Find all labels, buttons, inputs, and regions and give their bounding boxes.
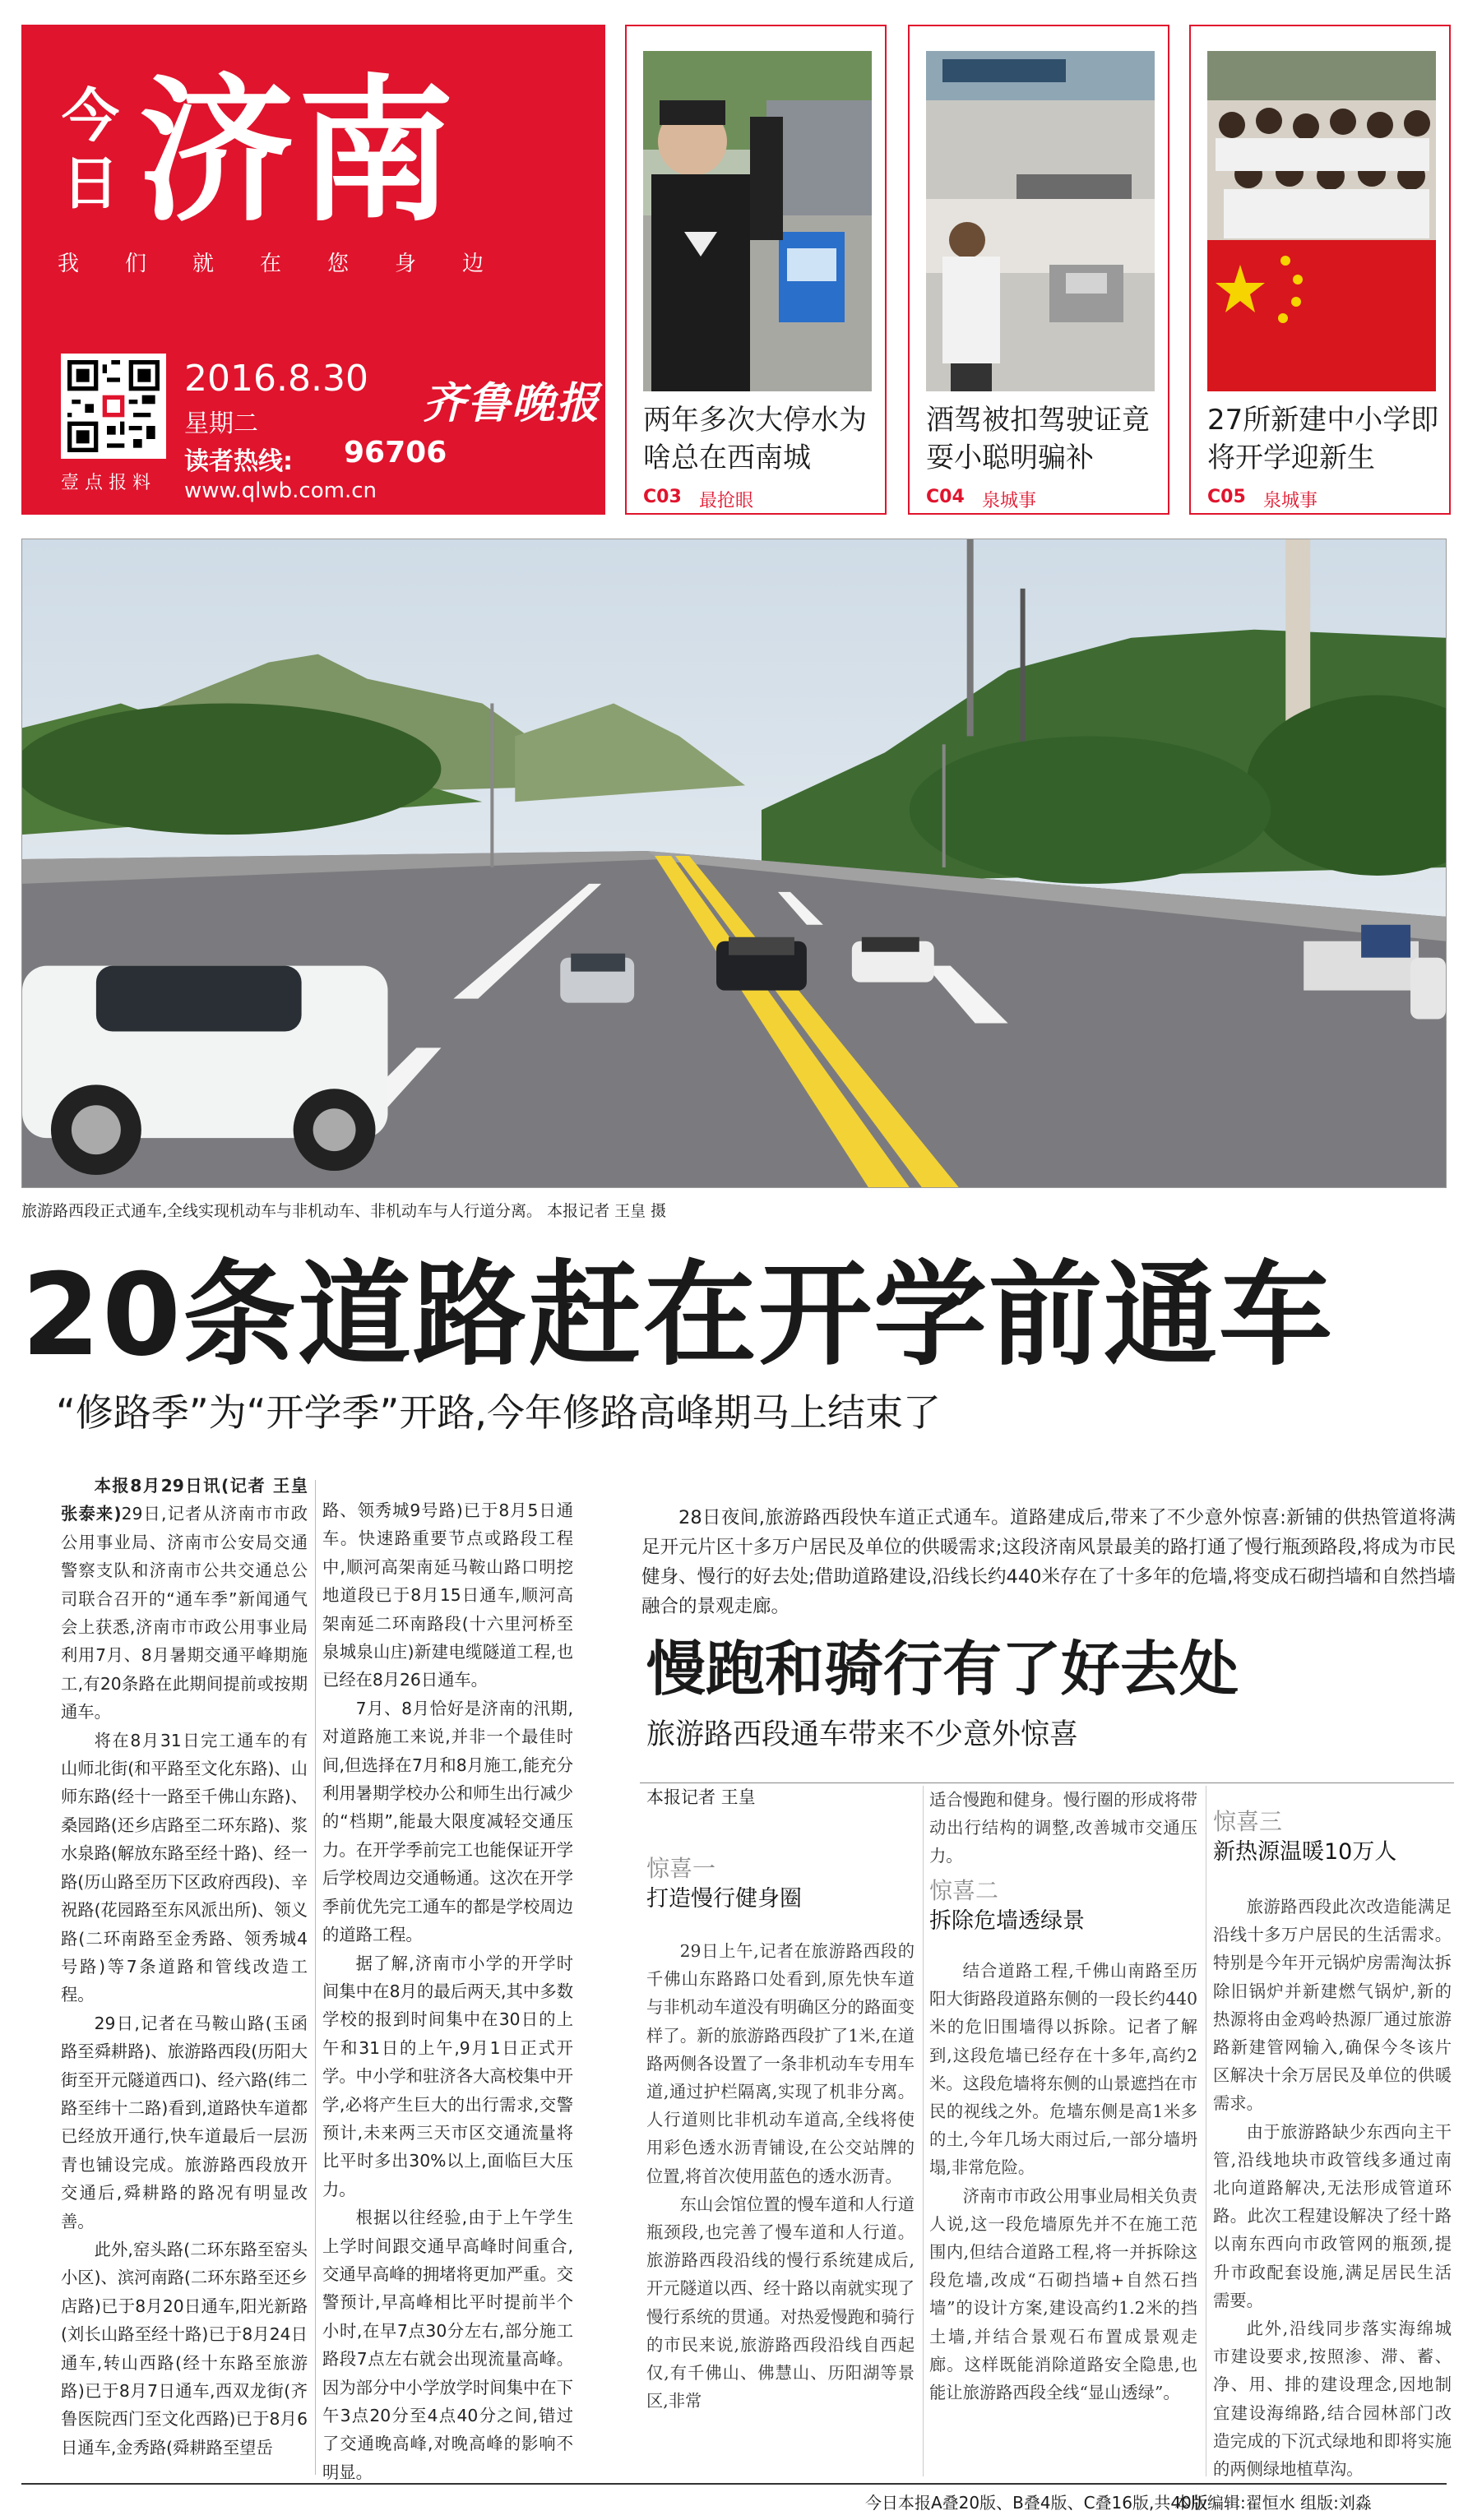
main-headline: 20条道路赶在开学前通车	[21, 1249, 1335, 1381]
section-title: 打造慢行健身圈	[646, 1886, 802, 1912]
sidebar-column-1	[646, 1937, 915, 2415]
section-title: 拆除危墙透绿景	[929, 1908, 1085, 1934]
parent-paper-logo: 齐鲁晚报	[423, 378, 601, 428]
teaser-section: 泉城事	[1263, 491, 1318, 511]
sidebar-column-2	[929, 1957, 1197, 2407]
teaser-photo-office	[926, 51, 1155, 391]
sidebar-headline: 慢跑和骑行有了好去处	[646, 1635, 1239, 1704]
section-title: 新热源温暖10万人	[1213, 1839, 1397, 1865]
teaser-photo-students	[1207, 51, 1436, 391]
sidebar-paragraph: 济南市市政公用事业局相关负责人说,这一段危墙原先并不在施工范围内,但结合道路工程,将一并拆除这段危墙,改成“石砌挡墙+自然石挡墙”的设计方案,建设高约1.2米的挡土墙,并结合景观石布置成景观走廊。这样既能消除道路安全隐患,也能让旅游路西段全线“显山透绿”。	[929, 2185, 1197, 2403]
sidebar-paragraph: 东山会馆位置的慢车道和人行道瓶颈段,也完善了慢车道和人行道。旅游路西段沿线的慢行系统建成后,开元隧道以西、经十路以南就实现了慢行系统的贯通。对热爱慢跑和骑行的市民来说,旅游路西段沿线自西起仅,有千佛山、佛慧山、历阳湖等景区,非常	[646, 2194, 915, 2411]
sidebar-subhead: 旅游路西段通车带来不少意外惊喜	[646, 1718, 1079, 1751]
article-paragraph: 7月、8月恰好是济南的汛期,对道路施工来说,并非一个最佳时间,但选择在7月和8月施工,能充分利用暑期学校办公和师生出行减少的“档期”,能最大限度减轻交通压力。在开学季前完工也能保证开学后学校周边交通畅通。这次在开学季前优先完工通车的都是学校周边的道路工程。	[322, 1698, 573, 1945]
article-paragraph: 据了解,济南市小学的开学时间集中在8月的最后两天,其中多数学校的报到时间集中在30日的上午和31日的上午,9月1日正式开学。中小学和驻济各大高校集中开学,必将产生巨大的出行需求,交警预计,未来两三天市区交通流量将比平时多出30%以上,面临巨大压力。	[322, 1953, 573, 2199]
sidebar-paragraph: 适合慢跑和健身。慢行圈的形成将带动出行结构的调整,改善城市交通压力。	[929, 1790, 1197, 1866]
teaser-card[interactable]	[625, 25, 887, 515]
qr-code-graphic	[67, 360, 160, 452]
article-paragraph: 根据以往经验,由于上午学生上学时间跟交通早高峰时间重合,交通早高峰的拥堵将更加严重。交警预计,早高峰相比平时提前半个小时,在早7点30分左右,部分施工路段7点左右就会出现流量高峰。因为部分中小学放学时间集中在下午3点20分至4点40分之间,错过了交通晚高峰,对晚高峰的影响不明显。	[322, 2208, 573, 2482]
article-paragraph: 29日,记者在马鞍山路(玉函路至舜耕路)、旅游路西段(历阳大街至开元隧道西口)、经六路(纬二路至纬十二路)看到,道路快车道都已经放开通行,快车道最后一层沥青也铺设完成。旅游路西段放开交通后,舜耕路的路况有明显改善。	[61, 2013, 308, 2231]
article-paragraph	[61, 1472, 308, 1727]
footer-rule	[21, 2483, 1447, 2485]
sidebar-column-3	[1213, 1893, 1452, 2483]
teaser-title: 27所新建中小学即将开学迎新生	[1207, 404, 1439, 474]
slogan: 我们就在您身边	[58, 252, 530, 276]
section-kicker: 惊喜二	[929, 1877, 999, 1904]
column-divider	[315, 1480, 316, 2475]
teaser-section: 最抢眼	[699, 491, 754, 511]
article-column-2	[322, 1496, 573, 2486]
teaser-page-number: C05	[1207, 487, 1246, 507]
photo-caption: 旅游路西段正式通车,全线实现机动车与非机动车、非机动车与人行道分离。 本报记者 王皇 摄	[21, 1202, 667, 1220]
sidebar-paragraph: 由于旅游路缺少东西向主干管,沿线地块市政管线多通过南北向道路解决,无法形成管道环路。此次工程建设解决了经十路以南东西向市政管网的瓶颈,提升市政配套设施,满足居民生活需要。	[1213, 2121, 1452, 2310]
sidebar-column-2-top	[929, 1786, 1197, 1870]
teaser-card[interactable]	[908, 25, 1169, 515]
teaser-page-number: C04	[926, 487, 965, 507]
logo-small-text: 今日	[62, 82, 119, 217]
column-divider	[923, 1786, 924, 2476]
section-kicker: 惊喜三	[1213, 1808, 1283, 1835]
article-paragraph: 将在8月31日完工通车的有山师北街(和平路至文化东路)、山师东路(经十一路至千佛山东路)、桑园路(还乡店路至二环东路)、浆水泉路(解放东路至经十路)、经一路(历山路至历下区政府西段)、辛祝路(花园路至东风派出所)、领义路(二环南路至金秀路、领秀城4号路)等7条道路和管线改造工程。	[61, 1730, 308, 2005]
sidebar-paragraph: 29日上午,记者在旅游路西段的千佛山东路路口处看到,原先快车道与非机动车道没有明确区分的路面变样了。新的旅游路西段扩了1米,在道路两侧各设置了一条非机动车专用车道,通过护栏隔离,实现了机非分离。人行道则比非机动车道高,全线将使用彩色透水沥青铺设,在公交站牌的位置,将首次使用蓝色的透水沥青。	[646, 1941, 915, 2186]
article-paragraph: 此外,窑头路(二环东路至窑头小区)、滨河南路(二环东路至还乡店路)已于8月20日通车,阳光新路(刘长山路至经十路)已于8月24日通车,转山西路(经十东路至旅游路)已于8月7日通车,西双龙街(齐鲁医院西门至文化西路)已于8月6日通车,金秀路(舜耕路至望岳	[61, 2239, 308, 2458]
issue-date: 2016.8.30	[184, 358, 368, 400]
issue-weekday: 星期二	[184, 409, 258, 438]
article-column-1	[61, 1472, 308, 2462]
teaser-page-number: C03	[643, 487, 682, 507]
sidebar-byline: 本报记者 王皇	[646, 1787, 756, 1807]
footer-edition-info: 今日本报A叠20版、B叠4版、C叠16版,共40版	[865, 2493, 1208, 2513]
sidebar-paragraph: 结合道路工程,千佛山南路至历阳大街路段道路东侧的一段长约440米的危旧围墙得以拆除。记者了解到,这段危墙已经存在十多年,高约2米。这段危墙将东侧的山景遮挡在市民的视线之外。危墙东侧是高1米多的土,今年几场大雨过后,一部分墙坍塌,非常危险。	[929, 1961, 1197, 2178]
section-rule	[640, 1782, 1454, 1783]
teaser-card[interactable]	[1189, 25, 1451, 515]
masthead	[21, 25, 605, 515]
teaser-title: 两年多次大停水为啥总在西南城	[643, 404, 867, 474]
hotline-number: 96706	[344, 436, 447, 469]
teaser-section: 泉城事	[982, 491, 1037, 511]
section-header	[1213, 1807, 1396, 1868]
qr-caption: 壹点报料	[61, 473, 157, 493]
teaser-photo-water	[643, 51, 872, 391]
section-header	[929, 1876, 1085, 1937]
section-header	[646, 1854, 802, 1915]
article-paragraph: 路、领秀城9号路)已于8月5日通车。快速路重要节点或路段工程中,顺河高架南延马鞍山路口明挖地道段已于8月15日通车,顺河高架南延二环南路段(十六里河桥至泉城泉山庄)新建电缆隧道工程,也已经在8月26日通车。	[322, 1500, 573, 1690]
sidebar-paragraph: 旅游路西段此次改造能满足沿线十多万户居民的生活需求。特别是今年开元锅炉房需淘汰拆除旧锅炉并新建燃气锅炉,新的热源将由金鸡岭热源厂通过旅游路新建管网输入,确保今冬该片区解决十余万居民及单位的供暖需求。	[1213, 1897, 1452, 2114]
qr-code-icon	[61, 354, 166, 459]
website-url[interactable]: www.qlwb.com.cn	[184, 479, 377, 503]
main-photo-road	[21, 539, 1447, 1188]
main-subhead: “修路季”为“开学季”开路,今年修路高峰期马上结束了	[56, 1390, 941, 1435]
logo-city-name: 济南	[138, 61, 458, 243]
sidebar-intro: 28日夜间,旅游路西段快车道正式通车。道路建成后,带来了不少意外惊喜:新铺的供热管道将满足开元片区十多万户居民及单位的供暖需求;这段济南风景最美的路打通了慢行瓶颈路段,将成为市民健身、慢行的好去处;借助道路建设,沿线长约440米存在了十多年的危墙,将变成石砌挡墙和自然挡墙融合的景观走廊。	[641, 1507, 1456, 1617]
article-byline: 本报8月29日讯(记者 王皇 张泰来)	[61, 1476, 308, 1524]
section-kicker: 惊喜一	[646, 1855, 716, 1882]
article-text: 29日,记者从济南市市政公用事业局、济南市公安局交通警察支队和济南市公共交通总公司联合召开的“通车季”新闻通气会上获悉,济南市市政公用事业局利用7月、8月暑期交通平峰期施工,有20条路在此期间提前或按期通车。	[61, 1504, 308, 1722]
footer-editor-credits: 本版编辑:翟恒水 组版:刘淼	[1174, 2493, 1372, 2513]
sidebar-paragraph: 此外,沿线同步落实海绵城市建设要求,按照渗、滞、蓄、净、用、排的建设理念,因地制宜建设海绵路,结合园林部门改造完成的下沉式绿地和即将实施的两侧绿地植草沟。	[1213, 2319, 1452, 2480]
teaser-title: 酒驾被扣驾驶证竟耍小聪明骗补	[926, 404, 1150, 474]
hotline-label: 读者热线:	[184, 447, 293, 476]
